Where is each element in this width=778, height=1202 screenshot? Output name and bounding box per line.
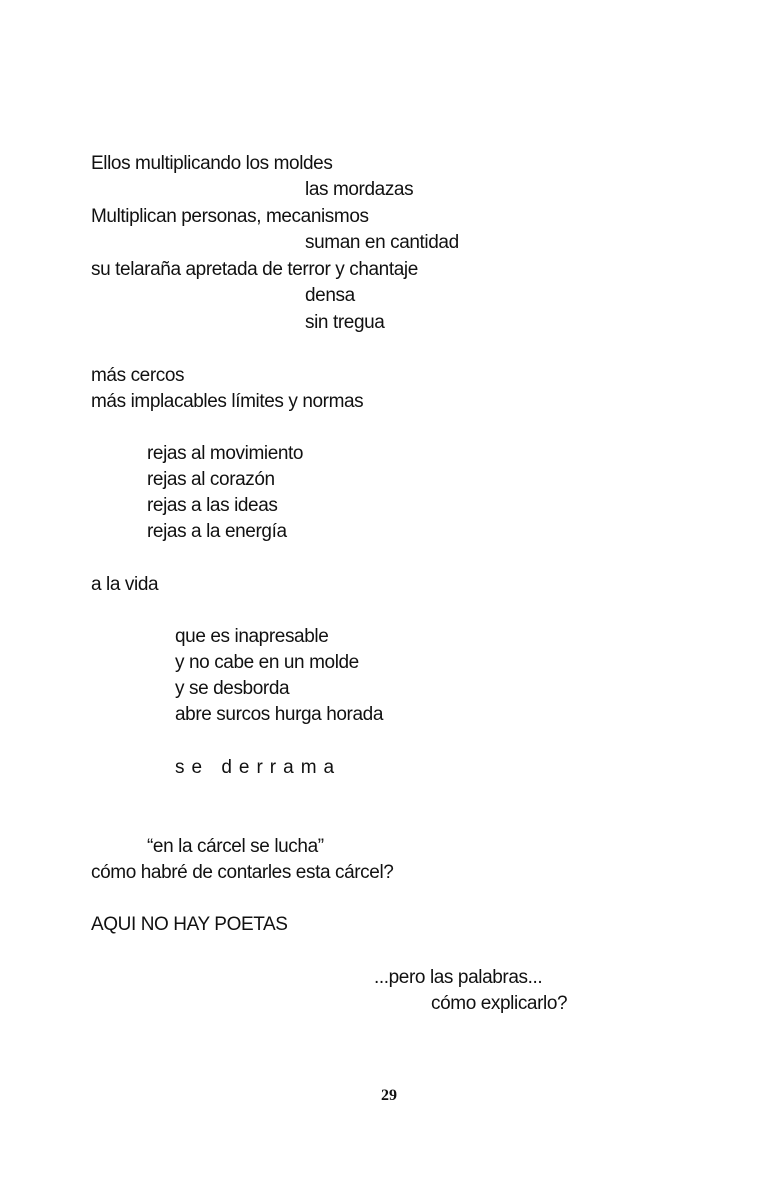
page-number: 29	[381, 1087, 397, 1104]
poem-line: que es inapresable	[175, 626, 329, 647]
poem-line: a la vida	[91, 574, 159, 595]
poem-line: sin tregua	[305, 312, 385, 333]
poem-line: Ellos multiplicando los moldes	[91, 153, 333, 174]
poem-line-heading: AQUI NO HAY POETAS	[91, 914, 288, 935]
poem-line: rejas a las ideas	[147, 495, 278, 516]
poem-line: rejas al movimiento	[147, 443, 304, 464]
poem-line: suman en cantidad	[305, 232, 459, 253]
poem-line: rejas a la energía	[147, 521, 287, 542]
poem-line: ...pero las palabras...	[374, 967, 543, 988]
poem-line: y se desborda	[175, 678, 290, 699]
poem-line: más implacables límites y normas	[91, 391, 364, 412]
poem-line: las mordazas	[305, 179, 414, 200]
poem-line: más cercos	[91, 365, 185, 386]
poem-line: abre surcos hurga horada	[175, 704, 383, 725]
poem-line: y no cabe en un molde	[175, 652, 359, 673]
poem-line: cómo explicarlo?	[431, 993, 568, 1014]
poem-line: densa	[305, 285, 355, 306]
poem-line: rejas al corazón	[147, 469, 275, 490]
poem-line: “en la cárcel se lucha”	[147, 836, 324, 857]
poem-line: Multiplican personas, mecanismos	[91, 206, 369, 227]
poem-line-spaced: se derrama	[175, 757, 342, 778]
poem-line: su telaraña apretada de terror y chantaje	[91, 259, 418, 280]
poem-line: cómo habré de contarles esta cárcel?	[91, 862, 394, 883]
